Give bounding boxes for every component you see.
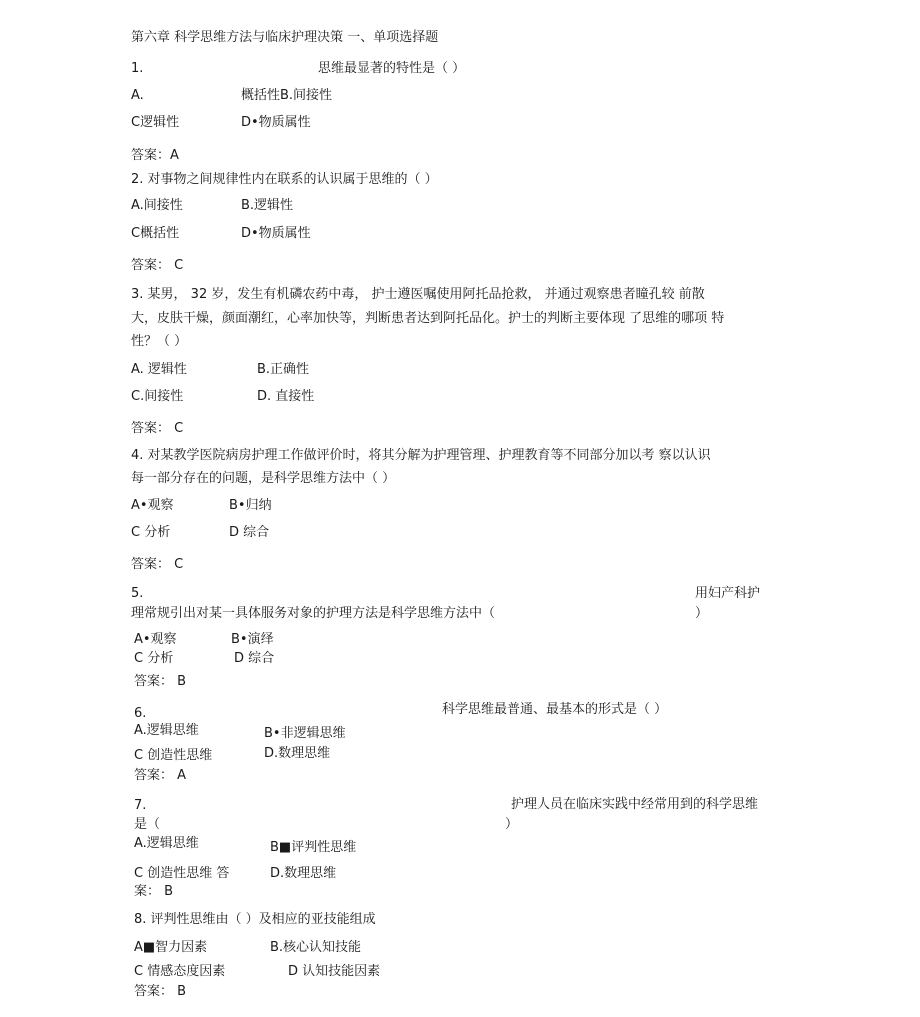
q1-option-d: D•物质属性 xyxy=(241,115,311,130)
q3-stem-line3: 性？（ ） xyxy=(131,334,188,349)
q5-option-b: B•演绎 xyxy=(231,632,274,647)
q3-stem-line1: 3. 某男， 32 岁，发生有机磷农药中毒， 护士遵医嘱使用阿托品抢救， 并通过观察患者瞳孔较 前散 xyxy=(131,287,705,302)
q4-answer: 答案： C xyxy=(131,557,184,572)
q5-stem-line2: 理常规引出对某一具体服务对象的护理方法是科学思维方法中（ xyxy=(131,606,496,621)
q5-number: 5. xyxy=(131,586,144,601)
q4-option-b: B•归纳 xyxy=(229,498,272,513)
q6-answer: 答案： A xyxy=(134,768,187,783)
q5-stem-close: ） xyxy=(695,606,709,621)
q3-option-c: C.间接性 xyxy=(131,389,184,404)
q4-option-c: C 分析 xyxy=(131,525,171,540)
q6-option-a: A.逻辑思维 xyxy=(134,723,199,738)
q6-option-c: C 创造性思维 xyxy=(134,748,213,763)
q6-option-d: D.数理思维 xyxy=(264,746,331,761)
q1-option-c: C逻辑性 xyxy=(131,115,180,130)
q6-option-b: B•非逻辑思维 xyxy=(264,726,346,741)
q3-option-b: B.正确性 xyxy=(257,362,310,377)
q2-stem: 2. 对事物之间规律性内在联系的认识属于思维的（ ） xyxy=(131,172,438,187)
q4-stem-line2: 每一部分存在的问题，是科学思维方法中（ ） xyxy=(131,471,396,486)
q7-option-b: B■评判性思维 xyxy=(270,840,357,855)
q1-answer: 答案：A xyxy=(131,148,179,163)
q3-stem-line2: 大，皮肤干燥，颜面潮红，心率加快等，判断患者达到阿托品化。护士的判断主要体现 了思维的哪项 特 xyxy=(131,311,725,326)
q1-number: 1. xyxy=(131,61,144,76)
chapter-title: 第六章 科学思维方法与临床护理决策 一、单项选择题 xyxy=(131,30,439,45)
q5-answer: 答案： B xyxy=(134,674,187,689)
q2-option-c: C概括性 xyxy=(131,226,180,241)
q8-option-b: B.核心认知技能 xyxy=(270,940,362,955)
q8-option-c: C 情感态度因素 xyxy=(134,964,226,979)
q1-option-b: 概括性B.间接性 xyxy=(241,88,333,103)
q2-option-d: D•物质属性 xyxy=(241,226,311,241)
q1-stem: 思维最显著的特性是（ ） xyxy=(318,61,466,76)
q7-option-a: A.逻辑思维 xyxy=(134,836,199,851)
q8-option-a: A■智力因素 xyxy=(134,940,208,955)
q8-option-d: D 认知技能因素 xyxy=(288,964,381,979)
q5-option-d: D 综合 xyxy=(234,651,275,666)
q7-option-d: D.数理思维 xyxy=(270,866,337,881)
q4-option-d: D 综合 xyxy=(229,525,270,540)
q3-option-a: A. 逻辑性 xyxy=(131,362,187,377)
q6-stem: 科学思维最普通、最基本的形式是（ ） xyxy=(442,702,668,717)
q4-option-a: A•观察 xyxy=(131,498,174,513)
q4-stem-line1: 4. 对某教学医院病房护理工作做评价时，将其分解为护理管理、护理教育等不同部分加以考 察以认识 xyxy=(131,448,711,463)
q7-answer: 案： B xyxy=(134,884,174,899)
q7-number: 7. xyxy=(134,798,147,813)
q7-option-c: C 创造性思维 答 xyxy=(134,866,230,881)
q3-answer: 答案： C xyxy=(131,421,184,436)
q7-stem-close: ） xyxy=(505,817,519,832)
q2-option-a: A.间接性 xyxy=(131,198,183,213)
q2-option-b: B.逻辑性 xyxy=(241,198,294,213)
q5-option-a: A•观察 xyxy=(134,632,177,647)
q2-answer: 答案： C xyxy=(131,258,184,273)
q5-stem-right: 用妇产科护 xyxy=(695,586,761,601)
q7-stem-right: 护理人员在临床实践中经常用到的科学思维 xyxy=(511,797,759,812)
q7-stem-line2: 是（ xyxy=(134,817,161,832)
q1-option-a: A. xyxy=(131,88,144,103)
q3-option-d: D. 直接性 xyxy=(257,389,315,404)
q8-stem: 8. 评判性思维由（ ）及相应的亚技能组成 xyxy=(134,912,376,927)
q8-answer: 答案： B xyxy=(134,984,187,999)
q6-number: 6. xyxy=(134,706,147,721)
q5-option-c: C 分析 xyxy=(134,651,174,666)
